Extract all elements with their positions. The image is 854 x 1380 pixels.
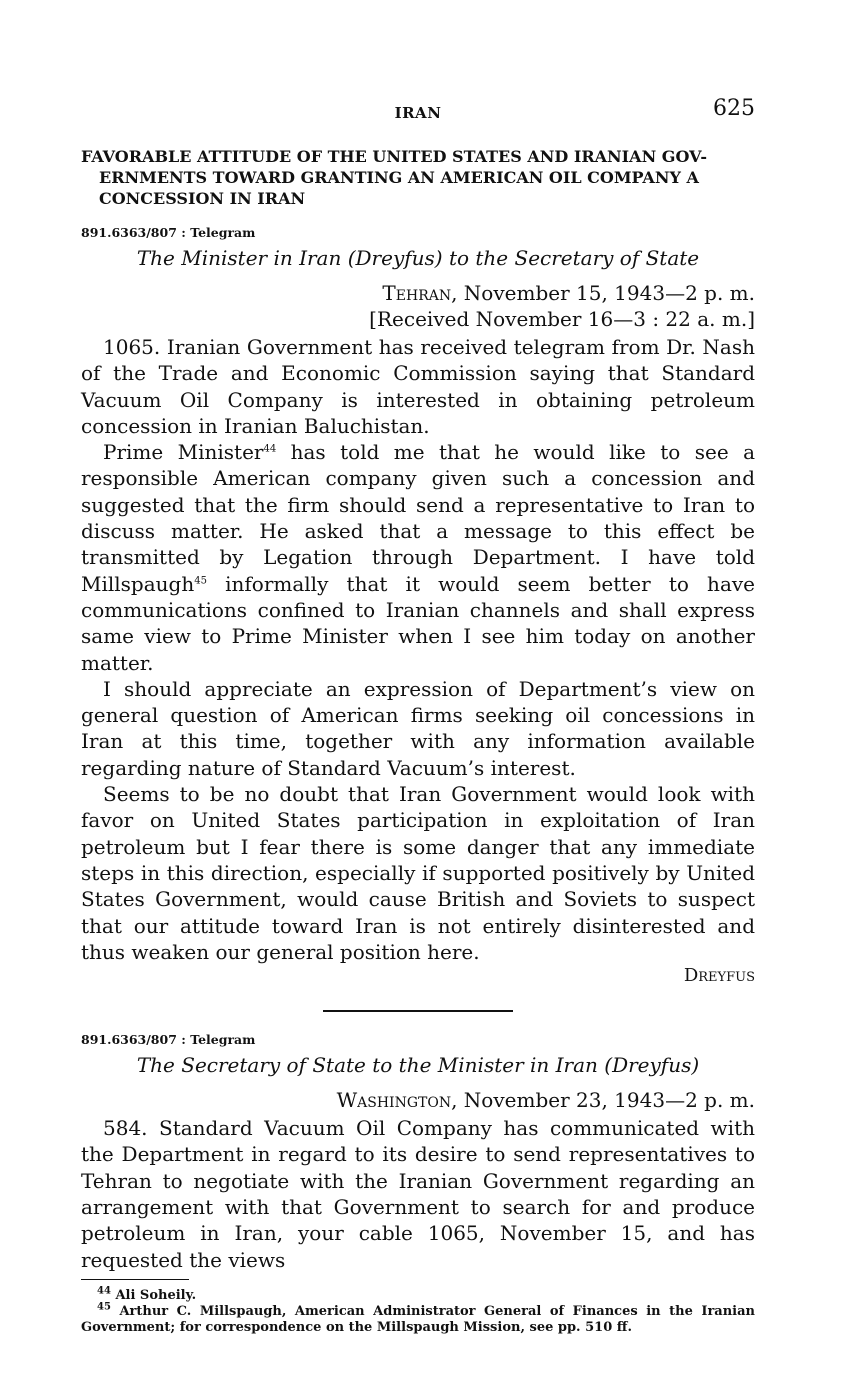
dateline-sent bbox=[81, 280, 755, 306]
document-page bbox=[81, 90, 755, 1336]
signature: Dreyfus bbox=[683, 965, 755, 987]
paragraph: Seems to be no doubt that Iran Government would look with favor on United States participation in exploitation of Iran petroleum but I fear there is some danger that any immediate steps in this direction, especially if supported positively by United States Government, would cause British and Soviets to suspect that our attitude toward Iran is not entirely disinterested and thus weaken our general position here. bbox=[81, 782, 755, 964]
paragraph: 1065. Iranian Government has received telegram from Dr. Nash of the Trade and Economic Commission saying that Standard Vacuum Oil Company is interested in obtaining petroleum concession in Iranian Baluchistan. bbox=[81, 335, 755, 438]
dateline-received: [Received November 16—3 : 22 a. m.] bbox=[369, 307, 755, 331]
dateline-place: Washington bbox=[336, 1088, 452, 1113]
footnote-reference: 44 bbox=[263, 443, 277, 455]
dateline-date: , November 23, 1943—2 p. m. bbox=[451, 1088, 755, 1113]
footnote-mark: 44 bbox=[97, 1285, 111, 1297]
footnote-text: Ali Soheily. bbox=[110, 1287, 197, 1303]
running-head: IRAN bbox=[394, 104, 442, 122]
footnote-text: Arthur C. Millspaugh, American Administrator General of Finances in the Iranian Government; for correspondence on the Millspaugh Mission, see pp. 510 ff. bbox=[81, 1303, 755, 1335]
dateline-place: Tehran bbox=[382, 281, 452, 305]
document-heading: The Secretary of State to the Minister in Iran (Dreyfus) bbox=[136, 1053, 700, 1078]
section-title-line: ERNMENTS TOWARD GRANTING AN AMERICAN OIL COMPANY A bbox=[99, 168, 699, 187]
paragraph: I should appreciate an expression of Department’s view on general question of American firms seeking oil concessions in Iran at this time, together with any information available regarding nature of Standard Vacuum’s interest. bbox=[81, 676, 755, 780]
paragraph: 584. Standard Vacuum Oil Company has communicated with the Department in regard to its desire to send representatives to Tehran to negotiate with the Iranian Government regarding an arrangement with that Government to search for and produce petroleum in Iran, your cable 1065, November 15, and has requested the views bbox=[81, 1116, 755, 1272]
document-heading: The Minister in Iran (Dreyfus) to the Secretary of State bbox=[136, 246, 700, 270]
dateline bbox=[81, 1087, 755, 1113]
paragraph-text: informally that it would seem better to have communications confined to Iranian channels and shall express same view to Prime Minister when I see him today on another matter. bbox=[81, 571, 755, 675]
document-reference: 891.6363/807 : Telegram bbox=[81, 1032, 256, 1048]
dateline bbox=[81, 280, 755, 332]
paragraph-text: has told me that he would like to see a responsible American company given such a concession and suggested that the firm should send a representative to Iran to discuss matter. He asked that a message to this effect be transmitted by Legation through Department. I have told Millspaugh bbox=[81, 440, 756, 596]
footnote-divider bbox=[81, 1279, 189, 1280]
footnote bbox=[81, 1301, 755, 1336]
footnote-mark: 45 bbox=[97, 1301, 111, 1313]
page-header bbox=[81, 90, 755, 126]
page-number: 625 bbox=[713, 96, 755, 121]
paragraph-text: Prime Minister bbox=[103, 440, 264, 465]
section-title-line: CONCESSION IN IRAN bbox=[99, 189, 306, 208]
footnote-reference: 45 bbox=[194, 575, 207, 587]
section-title-line: FAVORABLE ATTITUDE OF THE UNITED STATES AND IRANIAN GOV- bbox=[81, 147, 707, 166]
section-title bbox=[81, 146, 755, 209]
dateline-date: , November 15, 1943—2 p. m. bbox=[451, 281, 755, 305]
section-divider bbox=[323, 1010, 513, 1012]
footnote bbox=[81, 1285, 755, 1304]
dateline-sent bbox=[81, 1087, 755, 1113]
document-reference: 891.6363/807 : Telegram bbox=[81, 225, 256, 240]
paragraph bbox=[81, 439, 755, 676]
